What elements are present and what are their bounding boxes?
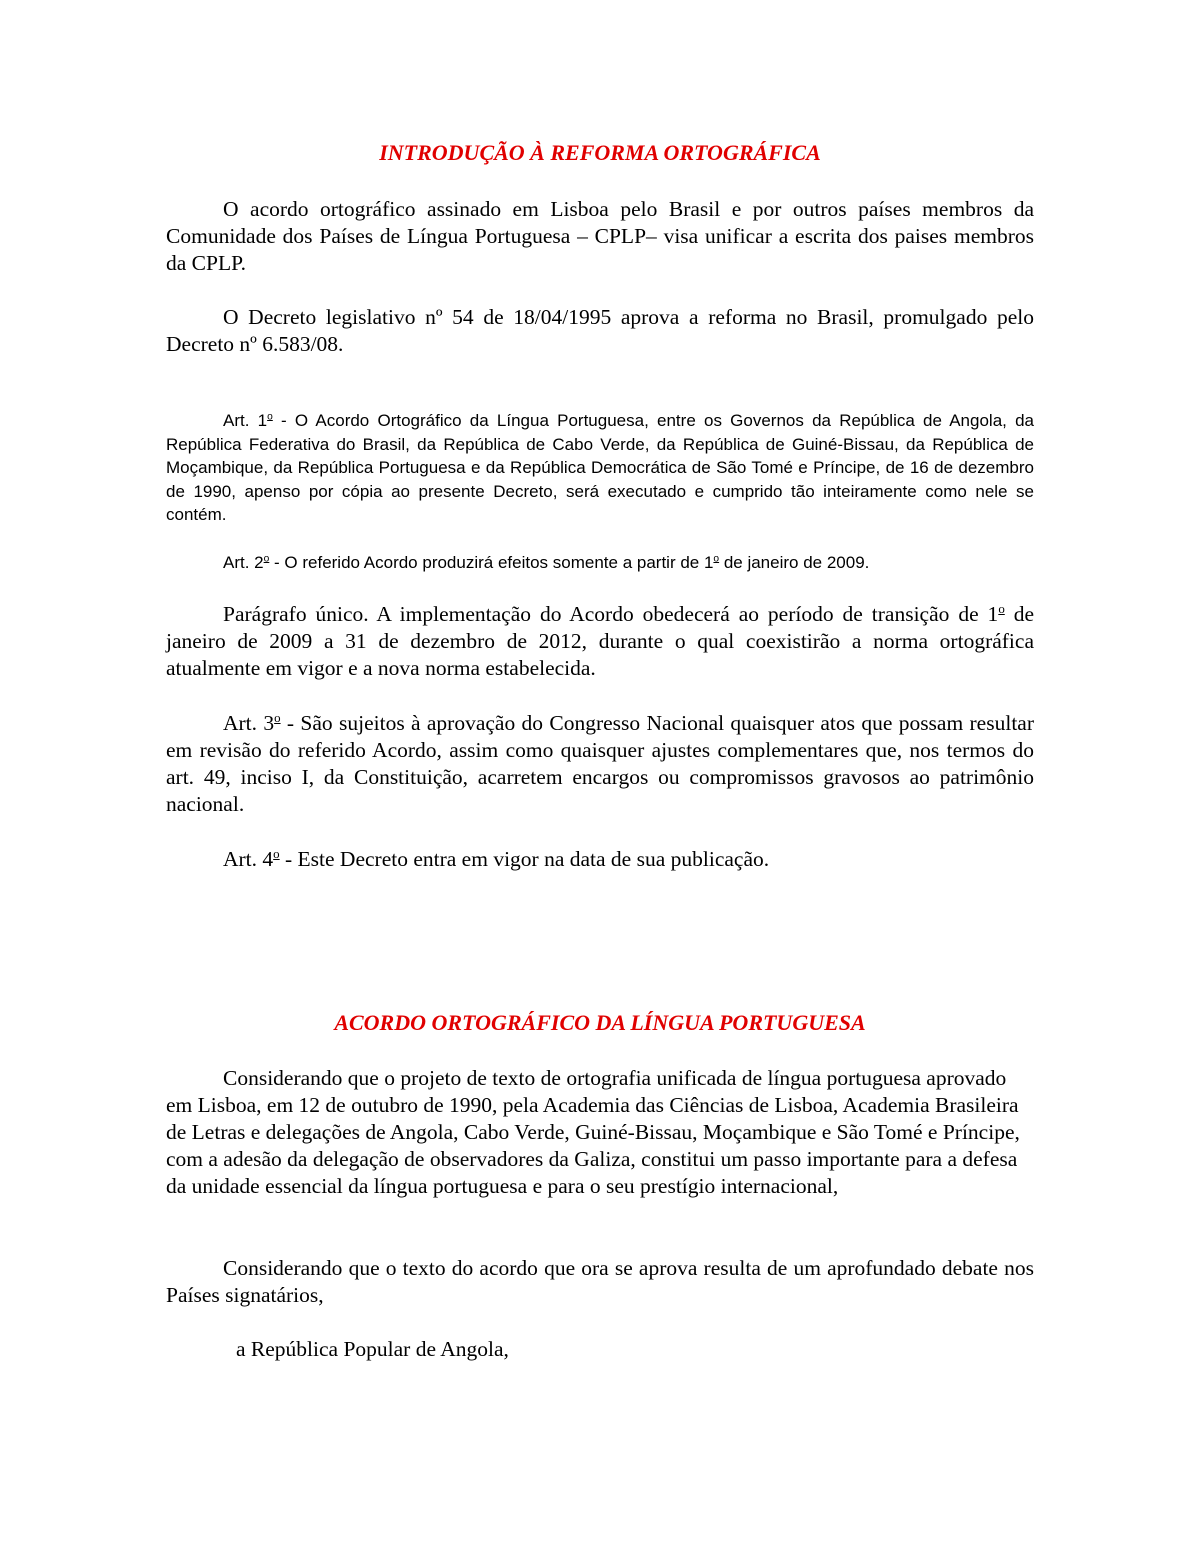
acordo-paragraph-2: Considerando que o texto do acordo que ora se aprova resulta de um aprofundado debate nos Países signatários, (166, 1256, 1034, 1307)
article-2-label: Art. 2 (223, 553, 264, 572)
article-1 (166, 409, 1034, 527)
heading-acordo: ACORDO ORTOGRÁFICO DA LÍNGUA PORTUGUESA (334, 1010, 866, 1035)
article-2-ordinal-2: o (713, 553, 720, 565)
paragrafo-unico-text-b: de janeiro de 2009 a 31 de dezembro de 2012, durante o qual coexistirão a norma ortográfica atualmente em vigor e a nova norma estabelecida. (166, 602, 1034, 680)
article-4-ordinal: o (273, 846, 280, 861)
paragrafo-unico-ordinal: o (998, 601, 1005, 616)
article-3-label: Art. 3 (223, 711, 275, 735)
article-4-label: Art. 4 (223, 847, 274, 871)
intro-paragraph-1: O acordo ortográfico assinado em Lisboa pelo Brasil e por outros países membros da Comunidade dos Países de Língua Portuguesa – CPLP– visa unificar a escrita dos paises membros da CPLP. (166, 197, 1034, 275)
article-2-ordinal: o (263, 553, 270, 565)
article-1-text: - O Acordo Ortográfico da Língua Portuguesa, entre os Governos da República de Angola, da República Federativa do Brasil, da República de Cabo Verde, da República de Guiné-Bissau, da República de Moçambique, da República Portuguesa e da República Democrática de São Tomé e Príncipe, de 16 de dezembro de 1990, apenso por cópia ao presente Decreto, será executado e cumprido tão inteiramente como nele se contém. (166, 411, 1035, 524)
article-3-text: - São sujeitos à aprovação do Congresso Nacional quaisquer atos que possam resultar em revisão do referido Acordo, assim como quaisquer ajustes complementares que, nos termos do art. 49, inciso I, da Constituição, acarretem encargos ou compromissos gravosos ao patrimônio nacional. (166, 711, 1034, 816)
paragrafo-unico-text-a: Parágrafo único. A implementação do Acordo obedecerá ao período de transição de 1 (223, 602, 999, 626)
article-3-ordinal: o (274, 710, 281, 725)
article-2 (166, 551, 1034, 575)
paragrafo-unico (166, 601, 1034, 682)
article-4-text: - Este Decreto entra em vigor na data de sua publicação. (279, 847, 770, 871)
article-4 (166, 846, 1034, 873)
article-1-ordinal: o (267, 411, 273, 423)
article-2-text-a: - O referido Acordo produzirá efeitos somente a partir de 1 (269, 553, 714, 572)
heading-introducao: INTRODUÇÃO À REFORMA ORTOGRÁFICA (379, 140, 821, 165)
article-3 (166, 710, 1034, 818)
acordo-paragraph-1: Considerando que o projeto de texto de ortografia unificada de língua portuguesa aprovado em Lisboa, em 12 de outubro de 1990, pela Academia das Ciências de Lisboa, Academia Brasileira de Letras e delegações de Angola, Cabo Verde, Guiné-Bissau, Moçambique e São Tomé e Príncipe, com a adesão da delegação de observadores da Galiza, constitui um passo importante para a defesa da unidade essencial da língua portuguesa e para o seu prestígio internacional, (166, 1066, 1020, 1198)
article-2-text-b: de janeiro de 2009. (719, 553, 870, 572)
article-1-label: Art. 1 (223, 411, 268, 430)
acordo-paragraph-3: a República Popular de Angola, (236, 1337, 509, 1361)
intro-paragraph-2: O Decreto legislativo nº 54 de 18/04/1995 aprova a reforma no Brasil, promulgado pelo Decreto nº 6.583/08. (166, 305, 1034, 356)
